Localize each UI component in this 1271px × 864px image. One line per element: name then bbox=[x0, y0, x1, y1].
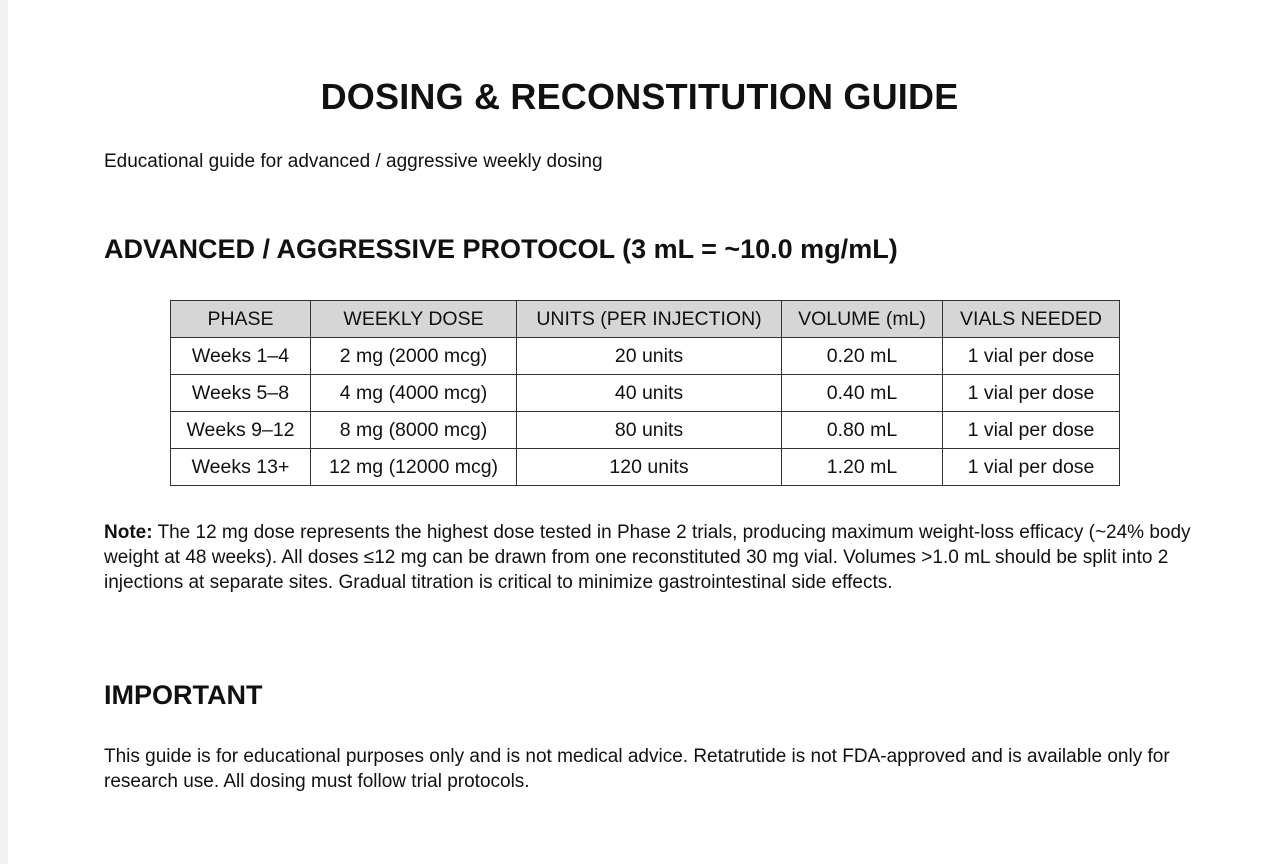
table-row bbox=[171, 338, 1120, 375]
cell-weekly-dose: 4 mg (4000 mcg) bbox=[311, 375, 517, 412]
cell-vials-needed: 1 vial per dose bbox=[943, 412, 1120, 449]
column-header-volume: VOLUME (mL) bbox=[782, 301, 943, 338]
cell-weekly-dose: 12 mg (12000 mcg) bbox=[311, 449, 517, 486]
table-header-row bbox=[171, 301, 1120, 338]
cell-vials-needed: 1 vial per dose bbox=[943, 338, 1120, 375]
cell-units: 120 units bbox=[517, 449, 782, 486]
cell-volume: 0.80 mL bbox=[782, 412, 943, 449]
cell-vials-needed: 1 vial per dose bbox=[943, 449, 1120, 486]
cell-units: 20 units bbox=[517, 338, 782, 375]
cell-phase: Weeks 1–4 bbox=[171, 338, 311, 375]
cell-units: 80 units bbox=[517, 412, 782, 449]
note-label: Note: bbox=[104, 522, 153, 543]
note-text: The 12 mg dose represents the highest dose tested in Phase 2 trials, producing maximum weight-loss efficacy (~24% body weight at 48 weeks). All doses ≤12 mg can be drawn from one reconstituted 30 mg vial. Volumes >1.0 mL should be split into 2 injections at separate sites. Gradual titration is critical to minimize gastrointestinal side effects. bbox=[104, 522, 1191, 593]
important-heading: IMPORTANT bbox=[104, 680, 263, 710]
cell-phase: Weeks 13+ bbox=[171, 449, 311, 486]
cell-units: 40 units bbox=[517, 375, 782, 412]
document-title: DOSING & RECONSTITUTION GUIDE bbox=[320, 76, 959, 117]
cell-weekly-dose: 8 mg (8000 mcg) bbox=[311, 412, 517, 449]
document-page bbox=[8, 0, 1271, 864]
column-header-units: UNITS (PER INJECTION) bbox=[517, 301, 782, 338]
cell-phase: Weeks 5–8 bbox=[171, 375, 311, 412]
cell-vials-needed: 1 vial per dose bbox=[943, 375, 1120, 412]
cell-phase: Weeks 9–12 bbox=[171, 412, 311, 449]
dosing-note bbox=[104, 520, 1194, 595]
cell-weekly-dose: 2 mg (2000 mcg) bbox=[311, 338, 517, 375]
column-header-vials-needed: VIALS NEEDED bbox=[943, 301, 1120, 338]
table-row bbox=[171, 412, 1120, 449]
cell-volume: 0.20 mL bbox=[782, 338, 943, 375]
column-header-weekly-dose: WEEKLY DOSE bbox=[311, 301, 517, 338]
cell-volume: 0.40 mL bbox=[782, 375, 943, 412]
cell-volume: 1.20 mL bbox=[782, 449, 943, 486]
document-subtitle: Educational guide for advanced / aggressive weekly dosing bbox=[104, 151, 603, 172]
column-header-phase: PHASE bbox=[171, 301, 311, 338]
table-row bbox=[171, 375, 1120, 412]
disclaimer-text: This guide is for educational purposes only and is not medical advice. Retatrutide is not FDA-approved and is available only for research use. All dosing must follow trial protocols. bbox=[104, 746, 1170, 792]
dosing-table bbox=[170, 300, 1120, 486]
protocol-heading: ADVANCED / AGGRESSIVE PROTOCOL (3 mL = ~10.0 mg/mL) bbox=[104, 234, 898, 264]
table-row bbox=[171, 449, 1120, 486]
